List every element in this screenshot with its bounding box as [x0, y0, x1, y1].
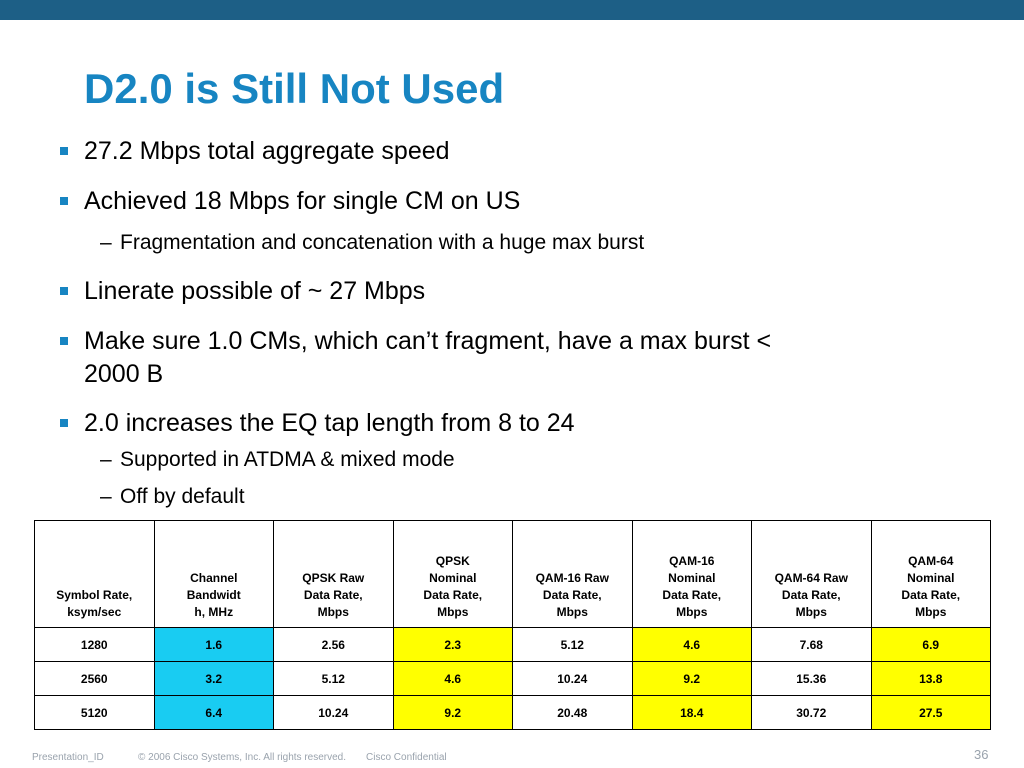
table-cell: 10.24: [513, 662, 633, 696]
table-cell: 5120: [35, 696, 155, 730]
header-qam16-nominal: QAM-16 Nominal Data Rate, Mbps: [632, 521, 752, 628]
table-cell: 5.12: [274, 662, 394, 696]
table-cell: 2.3: [393, 628, 513, 662]
table-cell: 4.6: [632, 628, 752, 662]
header-qam64-nominal: QAM-64 Nominal Data Rate, Mbps: [871, 521, 991, 628]
table-cell: 30.72: [752, 696, 872, 730]
bullet-text: Make sure 1.0 CMs, which can’t fragment, have a max burst <: [84, 327, 772, 355]
table-cell: 1.6: [154, 628, 274, 662]
header-qpsk-nominal: QPSK Nominal Data Rate, Mbps: [393, 521, 513, 628]
bullet-text: Achieved 18 Mbps for single CM on US: [84, 187, 521, 215]
footer-copyright: © 2006 Cisco Systems, Inc. All rights reserved.: [138, 752, 347, 763]
sub-bullet-text: Fragmentation and concatenation with a huge max burst: [120, 231, 645, 254]
bullet-text: Linerate possible of ~ 27 Mbps: [84, 277, 426, 305]
bullet-square-icon: [60, 287, 68, 295]
footer-confidential: Cisco Confidential: [366, 752, 447, 763]
table-cell: 15.36: [752, 662, 872, 696]
header-qpsk-raw: QPSK Raw Data Rate, Mbps: [274, 521, 394, 628]
bullet-square-icon: [60, 147, 68, 155]
table-cell: 10.24: [274, 696, 394, 730]
footer-presentation-id: Presentation_ID: [32, 752, 104, 763]
sub-bullet-text: Off by default: [120, 485, 245, 508]
page-number: 36: [974, 747, 989, 762]
table-cell: 2560: [35, 662, 155, 696]
bullet-square-icon: [60, 337, 68, 345]
dash-marker: –: [100, 448, 112, 471]
bullet-text: 27.2 Mbps total aggregate speed: [84, 137, 450, 165]
bullet-square-icon: [60, 419, 68, 427]
sub-bullet-text: Supported in ATDMA & mixed mode: [120, 448, 455, 471]
table-cell: 6.9: [871, 628, 991, 662]
header-channel-bandwidth: Channel Bandwidt h, MHz: [154, 521, 274, 628]
table-cell: 13.8: [871, 662, 991, 696]
slide-title: D2.0 is Still Not Used: [84, 65, 505, 112]
table-cell: 6.4: [154, 696, 274, 730]
dash-marker: –: [100, 485, 112, 508]
table-cell: 9.2: [632, 662, 752, 696]
dash-marker: –: [100, 231, 112, 254]
table-cell: 1280: [35, 628, 155, 662]
data-rate-table: [34, 520, 991, 730]
table-cell: 9.2: [393, 696, 513, 730]
header-qam64-raw: QAM-64 Raw Data Rate, Mbps: [752, 521, 872, 628]
sub-bullet-item: [100, 446, 455, 474]
header-symbol-rate: Symbol Rate, ksym/sec: [35, 521, 155, 628]
table-row: [35, 696, 991, 730]
table-cell: 3.2: [154, 662, 274, 696]
top-bar: [0, 0, 1024, 20]
table-header-row: [35, 521, 991, 628]
header-qam16-raw: QAM-16 Raw Data Rate, Mbps: [513, 521, 633, 628]
table-cell: 27.5: [871, 696, 991, 730]
table-cell: 18.4: [632, 696, 752, 730]
table-cell: 4.6: [393, 662, 513, 696]
sub-bullet-item: [100, 229, 644, 257]
table-cell: 5.12: [513, 628, 633, 662]
table-cell: 2.56: [274, 628, 394, 662]
table-row: [35, 628, 991, 662]
sub-bullet-item: [100, 483, 245, 511]
bullet-square-icon: [60, 197, 68, 205]
table-cell: 7.68: [752, 628, 872, 662]
bullet-text: 2000 B: [84, 360, 164, 388]
table-row: [35, 662, 991, 696]
table-cell: 20.48: [513, 696, 633, 730]
bullet-text: 2.0 increases the EQ tap length from 8 to 24: [84, 409, 575, 437]
